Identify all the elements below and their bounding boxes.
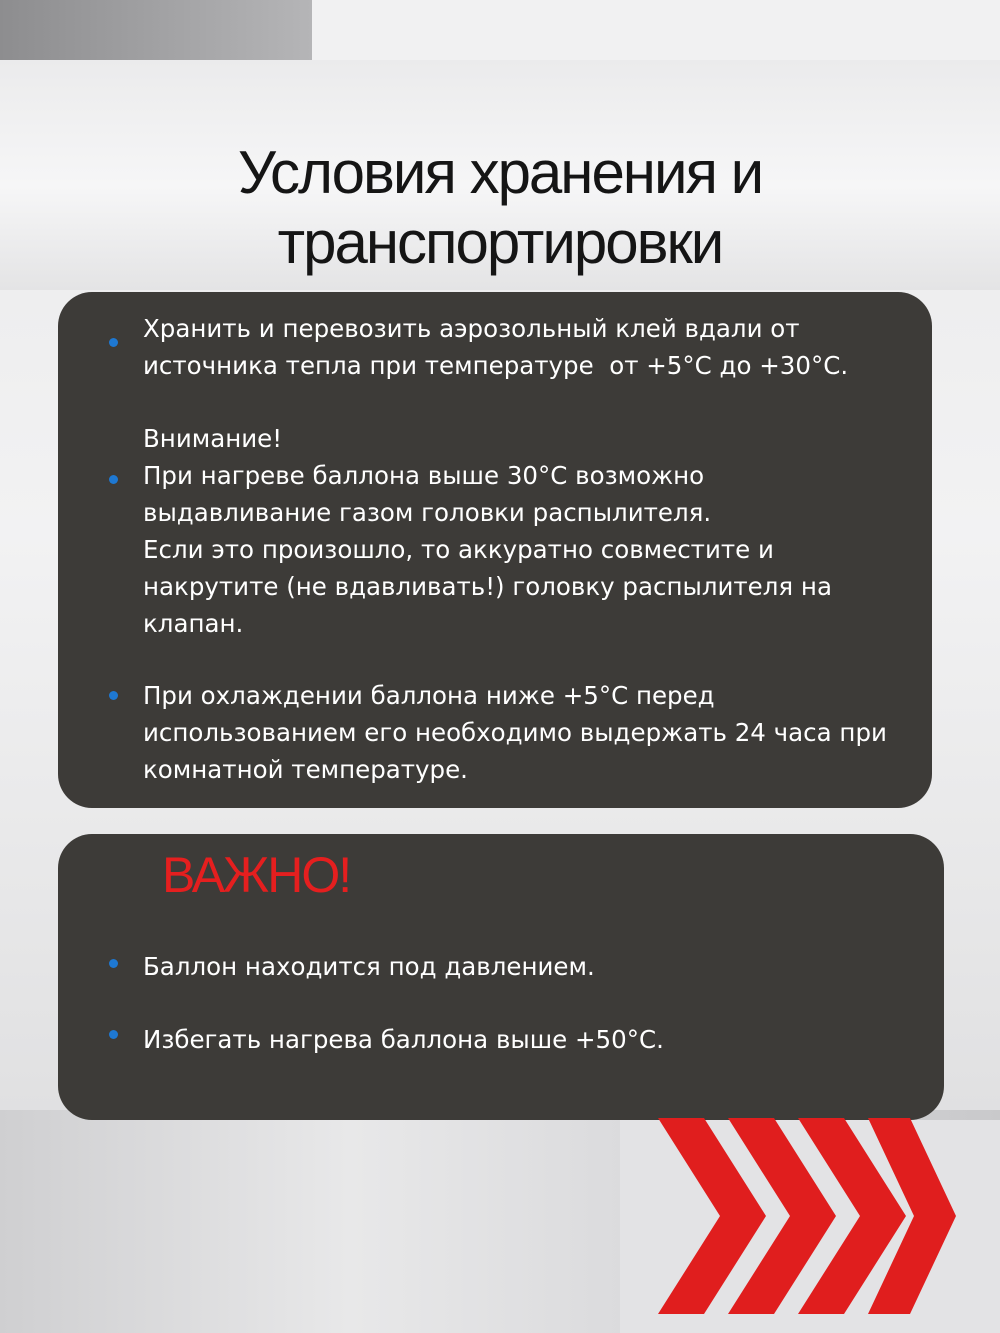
warning-item-heat: Избегать нагрева баллона выше +50°С. xyxy=(143,1025,664,1054)
background-tile xyxy=(312,0,1000,60)
bullet-dot-icon xyxy=(109,959,118,968)
important-warning-panel xyxy=(58,834,944,1120)
page-title-line-2: транспортировки xyxy=(277,209,723,276)
bullet-dot-icon xyxy=(109,1030,118,1039)
storage-item-cooling: При охлаждении баллона ниже +5°С перед использованием его необходимо выдержать 24 часа при комнатной температуре. xyxy=(143,681,887,784)
warning-item-pressure: Баллон находится под давлением. xyxy=(143,952,595,981)
background-tile xyxy=(0,0,312,60)
important-heading: ВАЖНО! xyxy=(162,847,351,903)
page-title xyxy=(0,138,1000,278)
bullet-dot-icon xyxy=(109,691,118,700)
bullet-dot-icon xyxy=(109,475,118,484)
bullet-dot-icon xyxy=(109,338,118,347)
storage-item-temperature: Хранить и перевозить аэрозольный клей вдали от источника тепла при температуре от +5°С до +30°С. xyxy=(143,314,849,380)
page-title-line-1: Условия хранения и xyxy=(237,139,763,206)
chevron-decoration xyxy=(658,1118,958,1333)
storage-conditions-panel xyxy=(58,292,932,808)
storage-item-attention: Внимание! При нагреве баллона выше 30°С возможно выдавливание газом головки распылителя. Если это произошло, то аккуратно совместите и накрутите (не вдавливать!) головку распылителя на клапан. xyxy=(143,424,832,638)
